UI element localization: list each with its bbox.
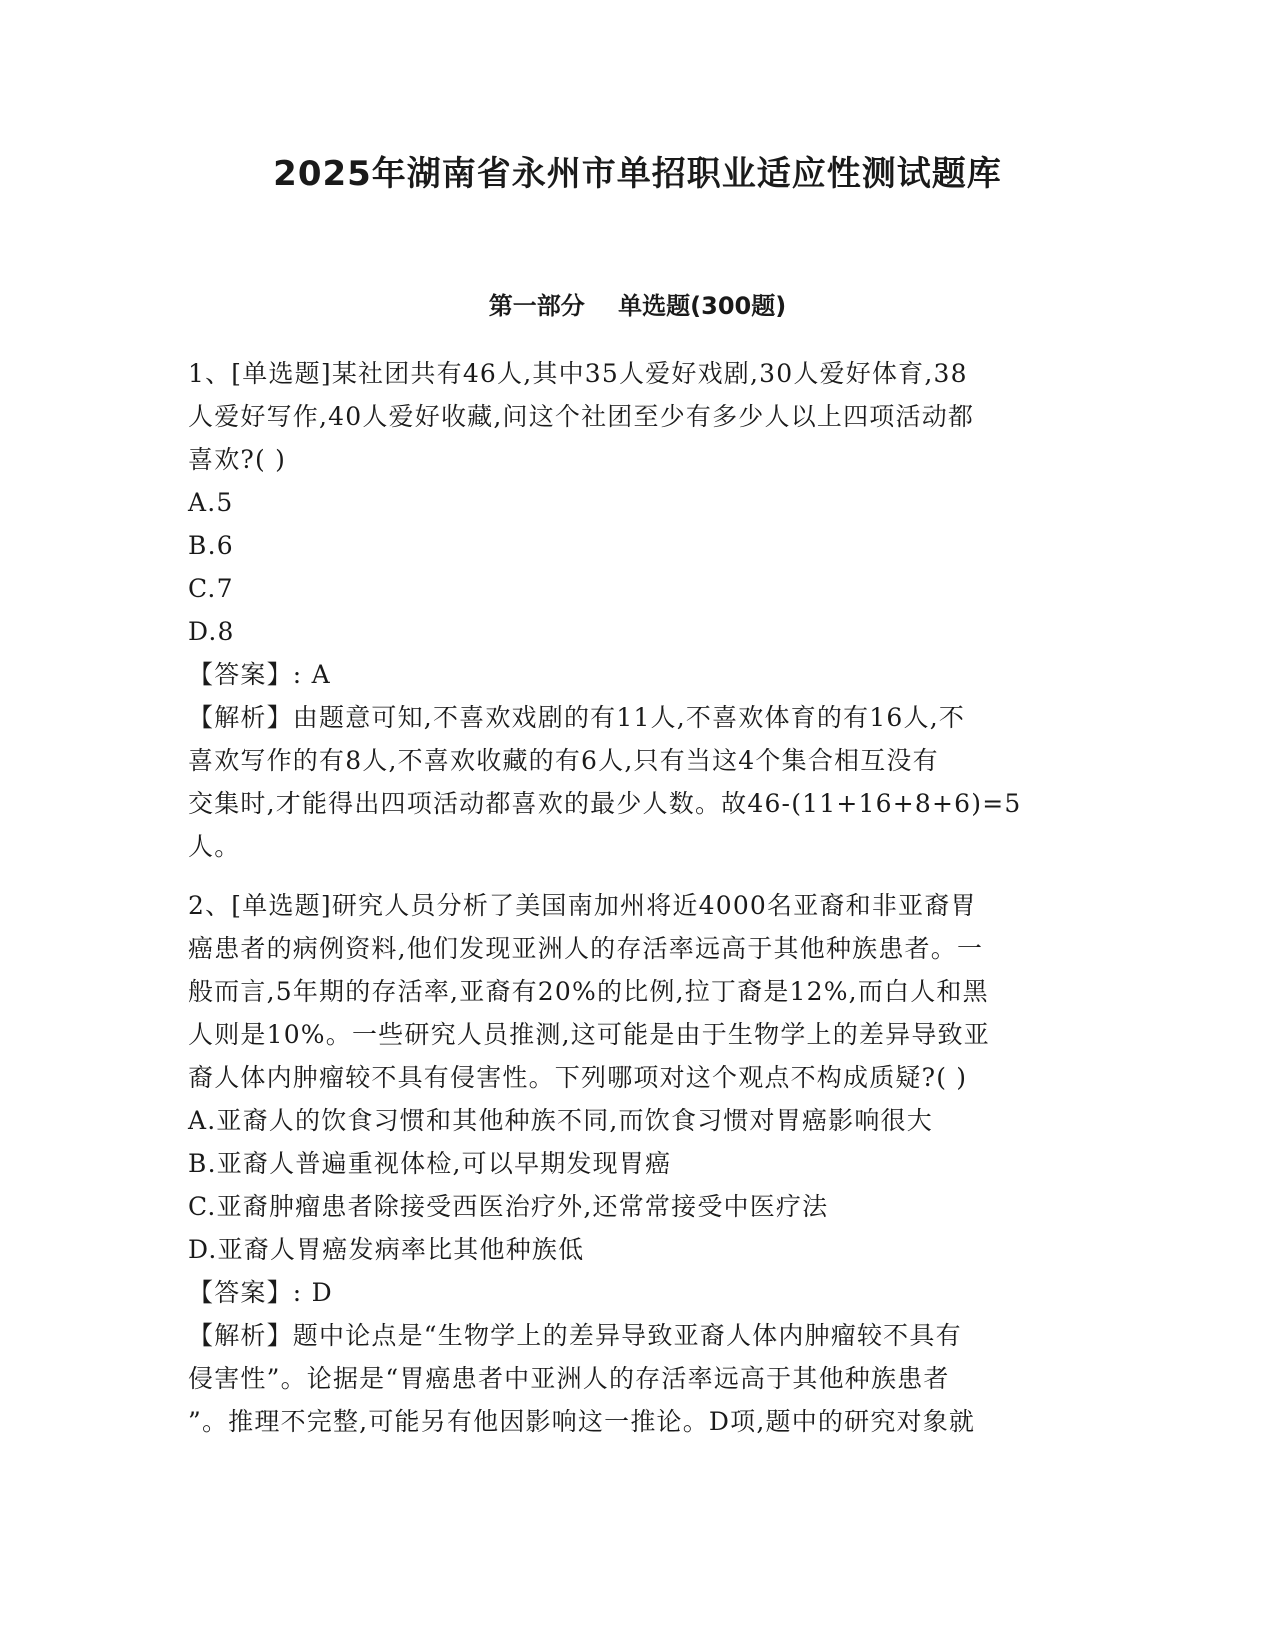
option-a: A.亚裔人的饮食习惯和其他种族不同,而饮食习惯对胃癌影响很大 [188,1106,933,1135]
question-stem-line: 喜欢?( ) [188,445,287,474]
analysis-line: 交集时,才能得出四项活动都喜欢的最少人数。故46-(11+16+8+6)=5 [188,789,1022,818]
question-stem-line: 人爱好写作,40人爱好收藏,问这个社团至少有多少人以上四项活动都 [188,402,975,431]
option-c: C.7 [188,574,234,603]
analysis-line: 侵害性”。论据是“胃癌患者中亚洲人的存活率远高于其他种族患者 [188,1364,950,1393]
option-b: B.亚裔人普遍重视体检,可以早期发现胃癌 [188,1149,672,1178]
question-1 [188,352,1088,868]
question-stem-line: 裔人体内肿瘤较不具有侵害性。下列哪项对这个观点不构成质疑?( ) [188,1063,968,1092]
question-2 [188,884,1088,1443]
question-stem-line: 1、[单选题]某社团共有46人,其中35人爱好戏剧,30人爱好体育,38 [188,359,968,388]
analysis-line: 喜欢写作的有8人,不喜欢收藏的有6人,只有当这4个集合相互没有 [188,746,939,775]
analysis [188,696,1088,868]
option-c: C.亚裔肿瘤患者除接受西医治疗外,还常常接受中医疗法 [188,1192,829,1221]
question-stem-line: 人则是10%。一些研究人员推测,这可能是由于生物学上的差异导致亚 [188,1020,990,1049]
analysis [188,1314,1088,1443]
answer-label: 【答案】: D [188,1278,333,1307]
option-b: B.6 [188,531,234,560]
option-d: D.8 [188,617,235,646]
question-stem [188,884,1088,1099]
option-d: D.亚裔人胃癌发病率比其他种族低 [188,1235,585,1264]
question-stem-line: 般而言,5年期的存活率,亚裔有20%的比例,拉丁裔是12%,而白人和黑 [188,977,989,1006]
question-stem-line: 癌患者的病例资料,他们发现亚洲人的存活率远高于其他种族患者。一 [188,934,984,963]
question-stem-line: 2、[单选题]研究人员分析了美国南加州将近4000名亚裔和非亚裔胃 [188,891,977,920]
question-stem [188,352,1088,481]
analysis-line: 【解析】由题意可知,不喜欢戏剧的有11人,不喜欢体育的有16人,不 [188,703,966,732]
option-a: A.5 [188,488,234,517]
analysis-line: 【解析】题中论点是“生物学上的差异导致亚裔人体内肿瘤较不具有 [188,1321,962,1350]
analysis-line: ”。推理不完整,可能另有他因影响这一推论。D项,题中的研究对象就 [188,1407,976,1436]
section-title: 第一部分 单选题(300题) [488,292,787,320]
analysis-line: 人。 [188,832,241,861]
document-title: 2025年湖南省永州市单招职业适应性测试题库 [273,154,1002,194]
answer-label: 【答案】: A [188,660,331,689]
question-list [188,352,1088,1443]
